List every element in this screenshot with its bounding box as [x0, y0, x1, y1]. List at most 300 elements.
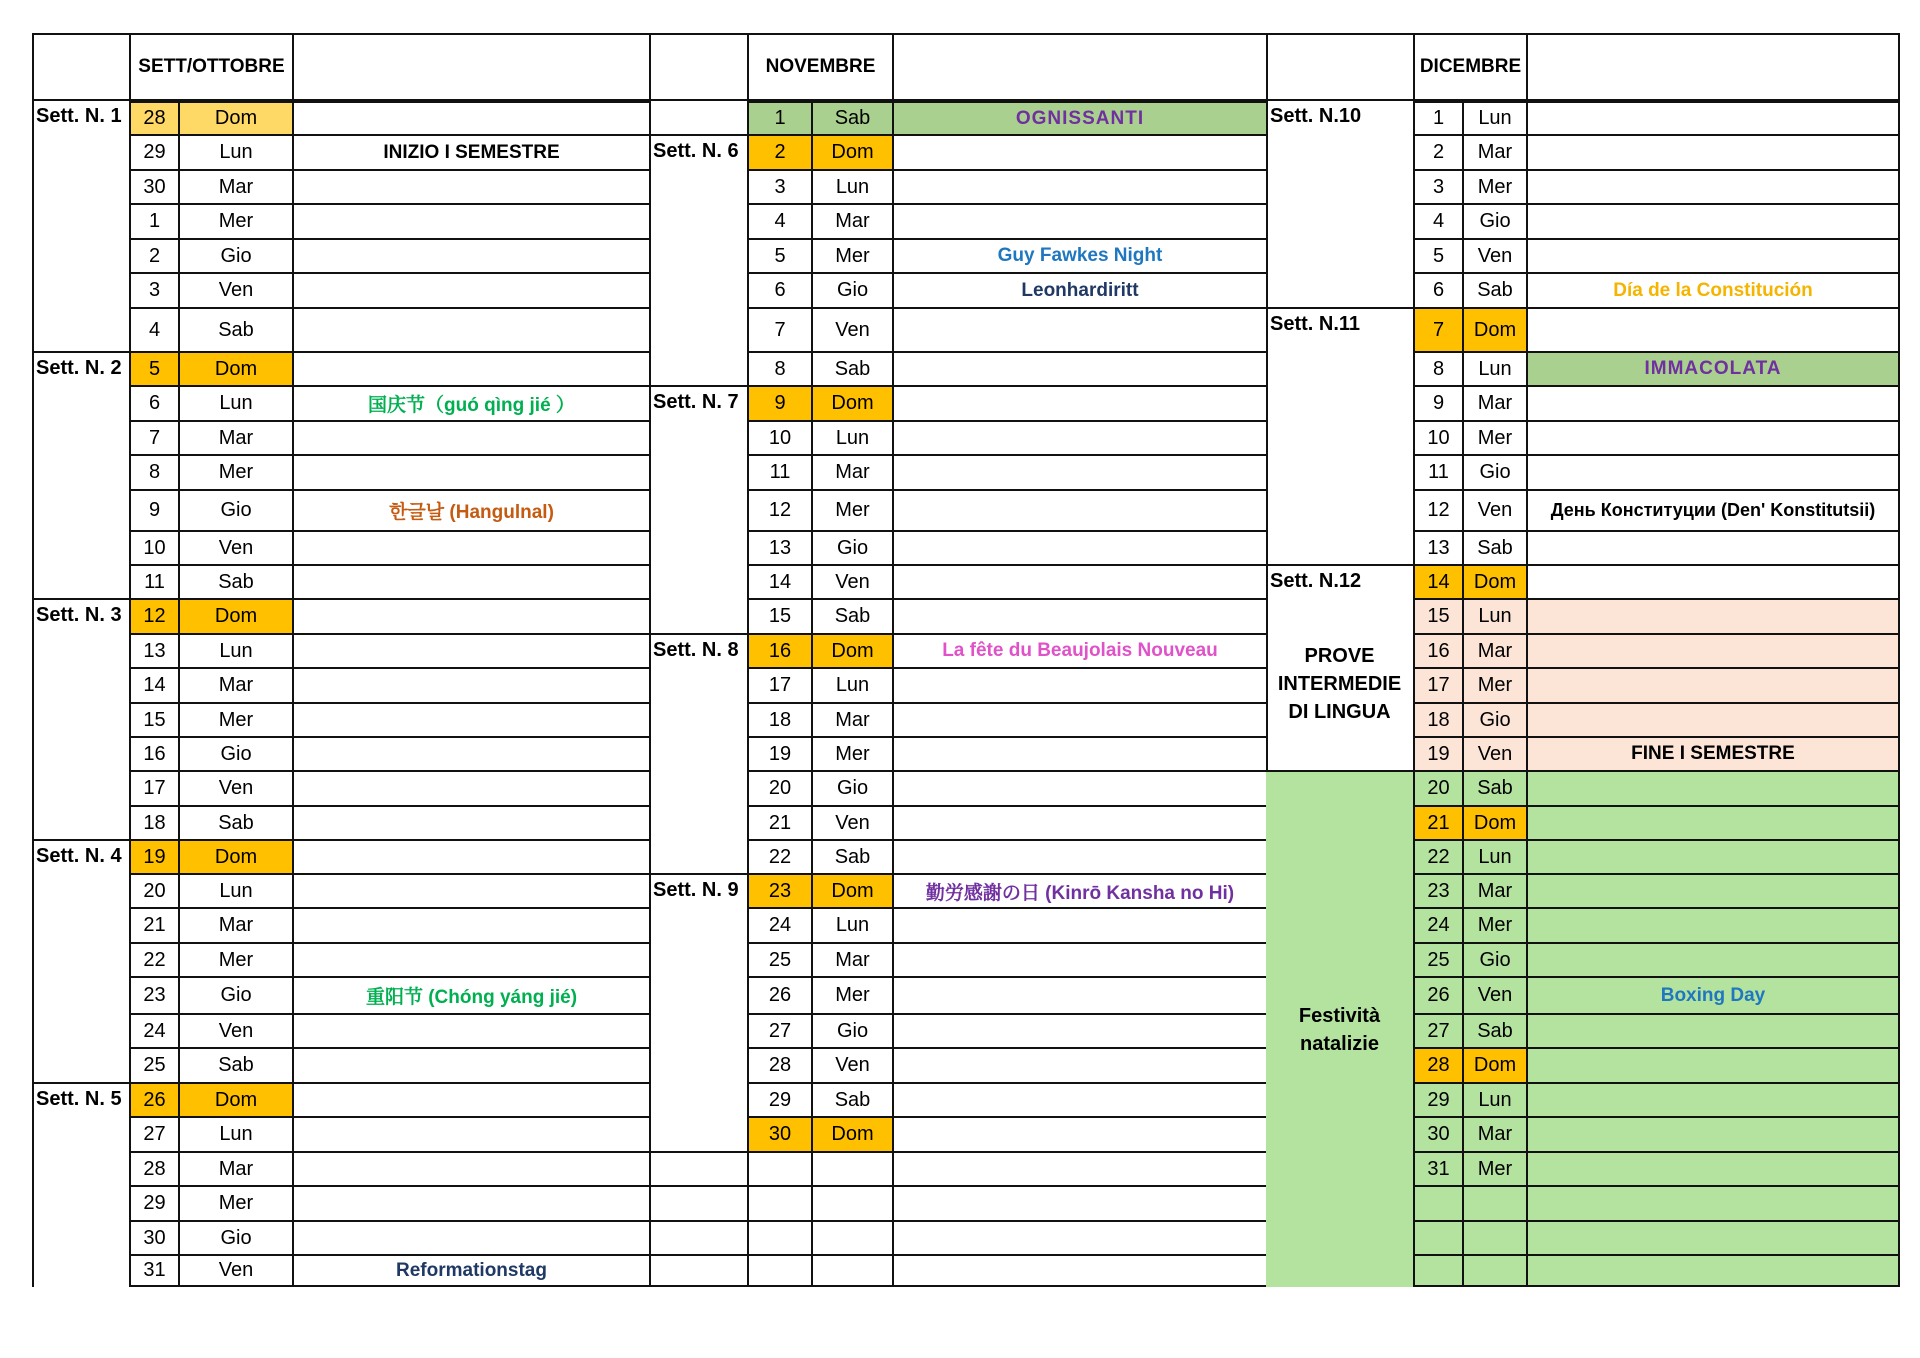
cell-text: 9 [1432, 392, 1445, 414]
cell-text: 26 [1427, 984, 1450, 1006]
cell-text: 1 [148, 210, 161, 232]
weekday-cell [1462, 805, 1526, 839]
weekday-cell [178, 1047, 292, 1082]
weekday-cell [178, 805, 292, 839]
cell-text: FINE I SEMESTRE [1631, 743, 1795, 764]
cell-text: Gio [836, 777, 869, 799]
cell-text: 12 [1427, 499, 1450, 521]
cell-text: Ven [835, 570, 870, 593]
date-cell [1413, 976, 1462, 1013]
note-cell [1526, 598, 1900, 633]
cell-text: Dom [831, 1123, 874, 1145]
date-cell [129, 238, 178, 272]
note-cell [292, 564, 649, 598]
cell-text: Gio [220, 244, 252, 267]
weekday-cell [178, 307, 292, 351]
date-cell [129, 530, 178, 564]
cell-text: Lun [219, 639, 253, 662]
weekday-cell [1462, 1013, 1526, 1047]
note-cell [1526, 736, 1900, 770]
date-cell [1413, 1185, 1462, 1220]
cell-text: 27 [768, 1019, 792, 1042]
note-cell [1526, 839, 1900, 873]
cell-text: 30 [768, 1123, 792, 1145]
cell-text: Sett. N. 9 [653, 879, 739, 901]
date-cell [747, 385, 811, 420]
date-cell [1413, 489, 1462, 530]
weekday-cell [811, 736, 892, 770]
week-label [32, 839, 129, 1082]
date-cell [129, 907, 178, 942]
cell-text: Sab [834, 357, 871, 380]
weekday-cell [1462, 203, 1526, 238]
cell-text: 19 [768, 742, 792, 765]
weekday-cell [811, 203, 892, 238]
note-cell [292, 238, 649, 272]
note-cell [1526, 873, 1900, 907]
cell-text: 3 [774, 175, 786, 198]
cell-text: 6 [1432, 279, 1445, 301]
date-cell [747, 1220, 811, 1254]
cell-text: 13 [1427, 536, 1450, 559]
note-cell [1526, 351, 1900, 385]
weekday-cell [811, 907, 892, 942]
note-cell [892, 1254, 1266, 1287]
note-cell [1526, 1254, 1900, 1287]
cell-text: 15 [1427, 605, 1450, 627]
cell-text: 7 [148, 426, 161, 449]
date-cell [129, 101, 178, 134]
date-cell [747, 351, 811, 385]
week-empty-cell [649, 1185, 747, 1220]
cell-text: Ven [835, 811, 870, 834]
cell-text: Lun [1478, 107, 1512, 129]
date-cell [129, 1185, 178, 1220]
note-cell [292, 351, 649, 385]
note-cell [892, 839, 1266, 873]
note-cell [892, 667, 1266, 702]
weekday-cell [1462, 238, 1526, 272]
weekday-cell [1462, 351, 1526, 385]
week-label [649, 873, 747, 1151]
cell-text: Dom [831, 392, 874, 414]
cell-text: Dom [1473, 1054, 1517, 1076]
weekday-cell [1462, 385, 1526, 420]
weekday-cell [178, 203, 292, 238]
cell-text: OGNISSANTI [1015, 107, 1145, 129]
cell-text: 28 [768, 1054, 792, 1076]
date-cell [129, 134, 178, 169]
cell-text: Sett. N. 5 [36, 1088, 122, 1110]
cell-text: Mer [835, 984, 870, 1006]
weekday-cell [1462, 307, 1526, 351]
date-cell [1413, 238, 1462, 272]
cell-text: Sett. N. 6 [653, 140, 739, 162]
weekday-cell [811, 489, 892, 530]
cell-text: 24 [768, 914, 792, 936]
note-cell [292, 307, 649, 351]
cell-text: Ven [218, 536, 254, 559]
note-cell [292, 530, 649, 564]
cell-text: Dom [1473, 570, 1517, 593]
note-cell [292, 134, 649, 169]
note-cell [1526, 1047, 1900, 1082]
weekday-cell [1462, 839, 1526, 873]
weekday-cell [811, 633, 892, 667]
cell-text: 1 [774, 107, 786, 129]
weekday-cell [811, 420, 892, 454]
weekday-cell [178, 1254, 292, 1287]
cell-text: 10 [143, 536, 166, 559]
cell-text: 19 [1427, 742, 1450, 765]
cell-text: Ven [1477, 984, 1513, 1006]
weekday-cell [811, 598, 892, 633]
cell-text: DICEMBRE [1419, 56, 1522, 77]
cell-text: 3 [148, 279, 161, 301]
cell-text: Sab [1477, 536, 1513, 559]
cell-text: 8 [148, 461, 161, 483]
cell-text: 29 [768, 1088, 792, 1111]
note-cell [292, 101, 649, 134]
note-cell [1526, 1013, 1900, 1047]
note-cell [1526, 1151, 1900, 1185]
cell-text: Sab [834, 1088, 871, 1111]
cell-text: Mar [835, 210, 870, 232]
cell-text: Sett. N. 3 [36, 604, 122, 626]
cell-text: 22 [768, 845, 792, 868]
cell-text: Gio [220, 499, 252, 521]
festive-block [1266, 770, 1413, 1287]
cell-text: Lun [1478, 605, 1512, 627]
cell-text: 한글날 (Hangulnal) [389, 502, 554, 523]
cell-text: 28 [143, 107, 166, 129]
cell-text: 25 [1427, 948, 1450, 971]
exam-block-label [1266, 598, 1413, 770]
header-notes-spacer [892, 33, 1266, 101]
note-cell [1526, 238, 1900, 272]
date-cell [1413, 420, 1462, 454]
weekday-cell [811, 530, 892, 564]
cell-text: Ven [1477, 244, 1513, 267]
weekday-cell [1462, 1116, 1526, 1151]
weekday-cell [811, 873, 892, 907]
cell-text: 20 [1427, 777, 1450, 799]
date-cell [1413, 770, 1462, 805]
date-cell [1413, 385, 1462, 420]
note-cell [892, 598, 1266, 633]
cell-text: Sab [218, 811, 254, 834]
date-cell [1413, 839, 1462, 873]
note-cell [892, 489, 1266, 530]
cell-text: 20 [143, 879, 166, 902]
note-cell [892, 976, 1266, 1013]
note-cell [892, 1082, 1266, 1116]
cell-text: Mer [1477, 914, 1513, 936]
note-cell [892, 770, 1266, 805]
cell-text: Dom [1473, 318, 1517, 341]
date-cell [129, 702, 178, 736]
weekday-cell [178, 351, 292, 385]
note-cell [292, 169, 649, 203]
note-cell [892, 530, 1266, 564]
weekday-cell [178, 1116, 292, 1151]
weekday-cell [178, 1082, 292, 1116]
cell-text: Sab [834, 107, 871, 129]
note-cell [292, 598, 649, 633]
date-cell [747, 238, 811, 272]
date-cell [1413, 805, 1462, 839]
weekday-cell [811, 1220, 892, 1254]
date-cell [129, 770, 178, 805]
cell-text: Ven [218, 1019, 254, 1042]
cell-text: Mer [1477, 674, 1513, 696]
note-cell [892, 702, 1266, 736]
cell-text: Festività natalizie [1298, 1004, 1381, 1055]
cell-text: 6 [148, 392, 161, 414]
cell-text: 26 [143, 1088, 166, 1111]
cell-text: Dom [831, 879, 874, 902]
header-week-spacer [649, 33, 747, 101]
note-cell [892, 1220, 1266, 1254]
note-cell [892, 351, 1266, 385]
cell-text: 22 [143, 948, 166, 971]
date-cell [1413, 942, 1462, 976]
weekday-cell [811, 307, 892, 351]
note-cell [292, 976, 649, 1013]
cell-text: Sett. N. 2 [36, 357, 122, 379]
cell-text: 30 [143, 1226, 166, 1249]
date-cell [1413, 530, 1462, 564]
cell-text: Mer [218, 708, 254, 731]
cell-text: 2 [774, 141, 786, 163]
cell-text: Mer [218, 1192, 254, 1214]
date-cell [747, 805, 811, 839]
cell-text: 9 [774, 392, 786, 414]
cell-text: Gio [1479, 708, 1511, 731]
cell-text: 21 [143, 914, 166, 936]
week-empty-cell [649, 1151, 747, 1185]
date-cell [129, 942, 178, 976]
cell-text: Lun [1478, 1088, 1512, 1111]
date-cell [1413, 907, 1462, 942]
week-label [32, 351, 129, 598]
date-cell [747, 873, 811, 907]
weekday-cell [1462, 976, 1526, 1013]
cell-text: 11 [1428, 461, 1449, 483]
cell-text: NOVEMBRE [765, 56, 876, 77]
weekday-cell [178, 101, 292, 134]
cell-text: Mer [218, 210, 254, 232]
date-cell [747, 736, 811, 770]
week-label [1266, 307, 1413, 564]
header-week-spacer [1266, 33, 1413, 101]
date-cell [129, 805, 178, 839]
weekday-cell [811, 1185, 892, 1220]
note-cell [1526, 272, 1900, 307]
date-cell [747, 667, 811, 702]
weekday-cell [811, 238, 892, 272]
cell-text: 4 [148, 318, 161, 341]
cell-text: 8 [1432, 357, 1445, 380]
date-cell [129, 1013, 178, 1047]
weekday-cell [1462, 272, 1526, 307]
cell-text: Mer [1477, 175, 1513, 198]
weekday-cell [178, 454, 292, 489]
weekday-cell [178, 385, 292, 420]
cell-text: 29 [143, 1192, 166, 1214]
date-cell [1413, 1151, 1462, 1185]
cell-text: 21 [768, 811, 792, 834]
weekday-cell [1462, 420, 1526, 454]
header-notes-spacer [1526, 33, 1900, 101]
cell-text: Sab [218, 570, 254, 593]
weekday-cell [178, 238, 292, 272]
note-cell [292, 805, 649, 839]
cell-text: 5 [148, 357, 161, 380]
weekday-cell [1462, 101, 1526, 134]
cell-text: Lun [835, 674, 870, 696]
cell-text: Reformationstag [396, 1259, 547, 1281]
note-cell [1526, 203, 1900, 238]
weekday-cell [1462, 1220, 1526, 1254]
note-cell [892, 805, 1266, 839]
cell-text: Mar [1477, 392, 1513, 414]
note-cell [892, 454, 1266, 489]
cell-text: 22 [1427, 845, 1450, 868]
date-cell [747, 169, 811, 203]
date-cell [129, 1047, 178, 1082]
cell-text: День Конституции (Den' Konstitutsii) [1550, 500, 1876, 520]
cell-text: Gio [220, 742, 252, 765]
note-cell [1526, 169, 1900, 203]
note-cell [292, 1220, 649, 1254]
weekday-cell [811, 351, 892, 385]
cell-text: Lun [835, 914, 870, 936]
weekday-cell [178, 907, 292, 942]
weekday-cell [1462, 1185, 1526, 1220]
weekday-cell [811, 134, 892, 169]
date-cell [129, 976, 178, 1013]
weekday-cell [811, 1082, 892, 1116]
note-cell [292, 1047, 649, 1082]
cell-text: Mar [835, 948, 870, 971]
note-cell [292, 839, 649, 873]
cell-text: 13 [768, 536, 792, 559]
note-cell [1526, 530, 1900, 564]
cell-text: 16 [143, 742, 166, 765]
cell-text: Lun [219, 1123, 253, 1145]
cell-text: 25 [143, 1054, 166, 1076]
note-cell [1526, 667, 1900, 702]
week-label [32, 101, 129, 351]
cell-text: 15 [768, 605, 792, 627]
date-cell [1413, 564, 1462, 598]
note-cell [1526, 907, 1900, 942]
weekday-cell [178, 1013, 292, 1047]
date-cell [747, 942, 811, 976]
cell-text: Mar [218, 1157, 254, 1180]
cell-text: 27 [1427, 1019, 1450, 1042]
cell-text: 9 [148, 499, 161, 521]
note-cell [1526, 702, 1900, 736]
weekday-cell [1462, 633, 1526, 667]
note-cell [292, 1082, 649, 1116]
date-cell [1413, 134, 1462, 169]
cell-text: Mer [1477, 1157, 1513, 1180]
cell-text: 14 [143, 674, 166, 696]
cell-text: Gio [1479, 948, 1511, 971]
cell-text: Mer [218, 461, 254, 483]
note-cell [892, 736, 1266, 770]
week-label [649, 633, 747, 873]
weekday-cell [811, 169, 892, 203]
date-cell [129, 420, 178, 454]
cell-text: 28 [143, 1157, 166, 1180]
date-cell [1413, 598, 1462, 633]
cell-text: Gio [220, 1226, 252, 1249]
cell-text: 13 [143, 639, 166, 662]
note-cell [292, 454, 649, 489]
header-month-dec [1413, 33, 1526, 101]
week-label [1266, 101, 1413, 307]
cell-text: 14 [768, 570, 792, 593]
weekday-cell [1462, 454, 1526, 489]
date-cell [747, 530, 811, 564]
note-cell [292, 1185, 649, 1220]
cell-text: Sett. N. 1 [36, 105, 122, 127]
weekday-cell [1462, 873, 1526, 907]
note-cell [892, 420, 1266, 454]
cell-text: Dom [831, 141, 874, 163]
header-week-spacer [32, 33, 129, 101]
cell-text: Mar [218, 426, 254, 449]
cell-text: 7 [774, 318, 786, 341]
cell-text: Sab [218, 318, 254, 341]
date-cell [129, 1151, 178, 1185]
date-cell [1413, 454, 1462, 489]
date-cell [747, 203, 811, 238]
note-cell [292, 770, 649, 805]
cell-text: Dom [1473, 811, 1517, 834]
date-cell [747, 1151, 811, 1185]
weekday-cell [178, 1220, 292, 1254]
date-cell [129, 839, 178, 873]
note-cell [292, 1013, 649, 1047]
cell-text: Mar [218, 674, 254, 696]
note-cell [1526, 1220, 1900, 1254]
cell-text: Mar [1477, 141, 1513, 163]
date-cell [1413, 1116, 1462, 1151]
weekday-cell [1462, 736, 1526, 770]
cell-text: 19 [143, 845, 166, 868]
date-cell [1413, 1047, 1462, 1082]
weekday-cell [1462, 1254, 1526, 1287]
cell-text: Ven [1477, 499, 1513, 521]
header-notes-spacer [292, 33, 649, 101]
note-cell [1526, 1185, 1900, 1220]
cell-text: 12 [768, 499, 792, 521]
weekday-cell [178, 839, 292, 873]
cell-text: 6 [774, 279, 786, 301]
weekday-cell [178, 489, 292, 530]
weekday-cell [1462, 907, 1526, 942]
cell-text: Sett. N.11 [1270, 313, 1361, 335]
date-cell [129, 385, 178, 420]
note-cell [292, 420, 649, 454]
weekday-cell [811, 385, 892, 420]
date-cell [747, 1013, 811, 1047]
cell-text: INIZIO I SEMESTRE [383, 141, 560, 163]
